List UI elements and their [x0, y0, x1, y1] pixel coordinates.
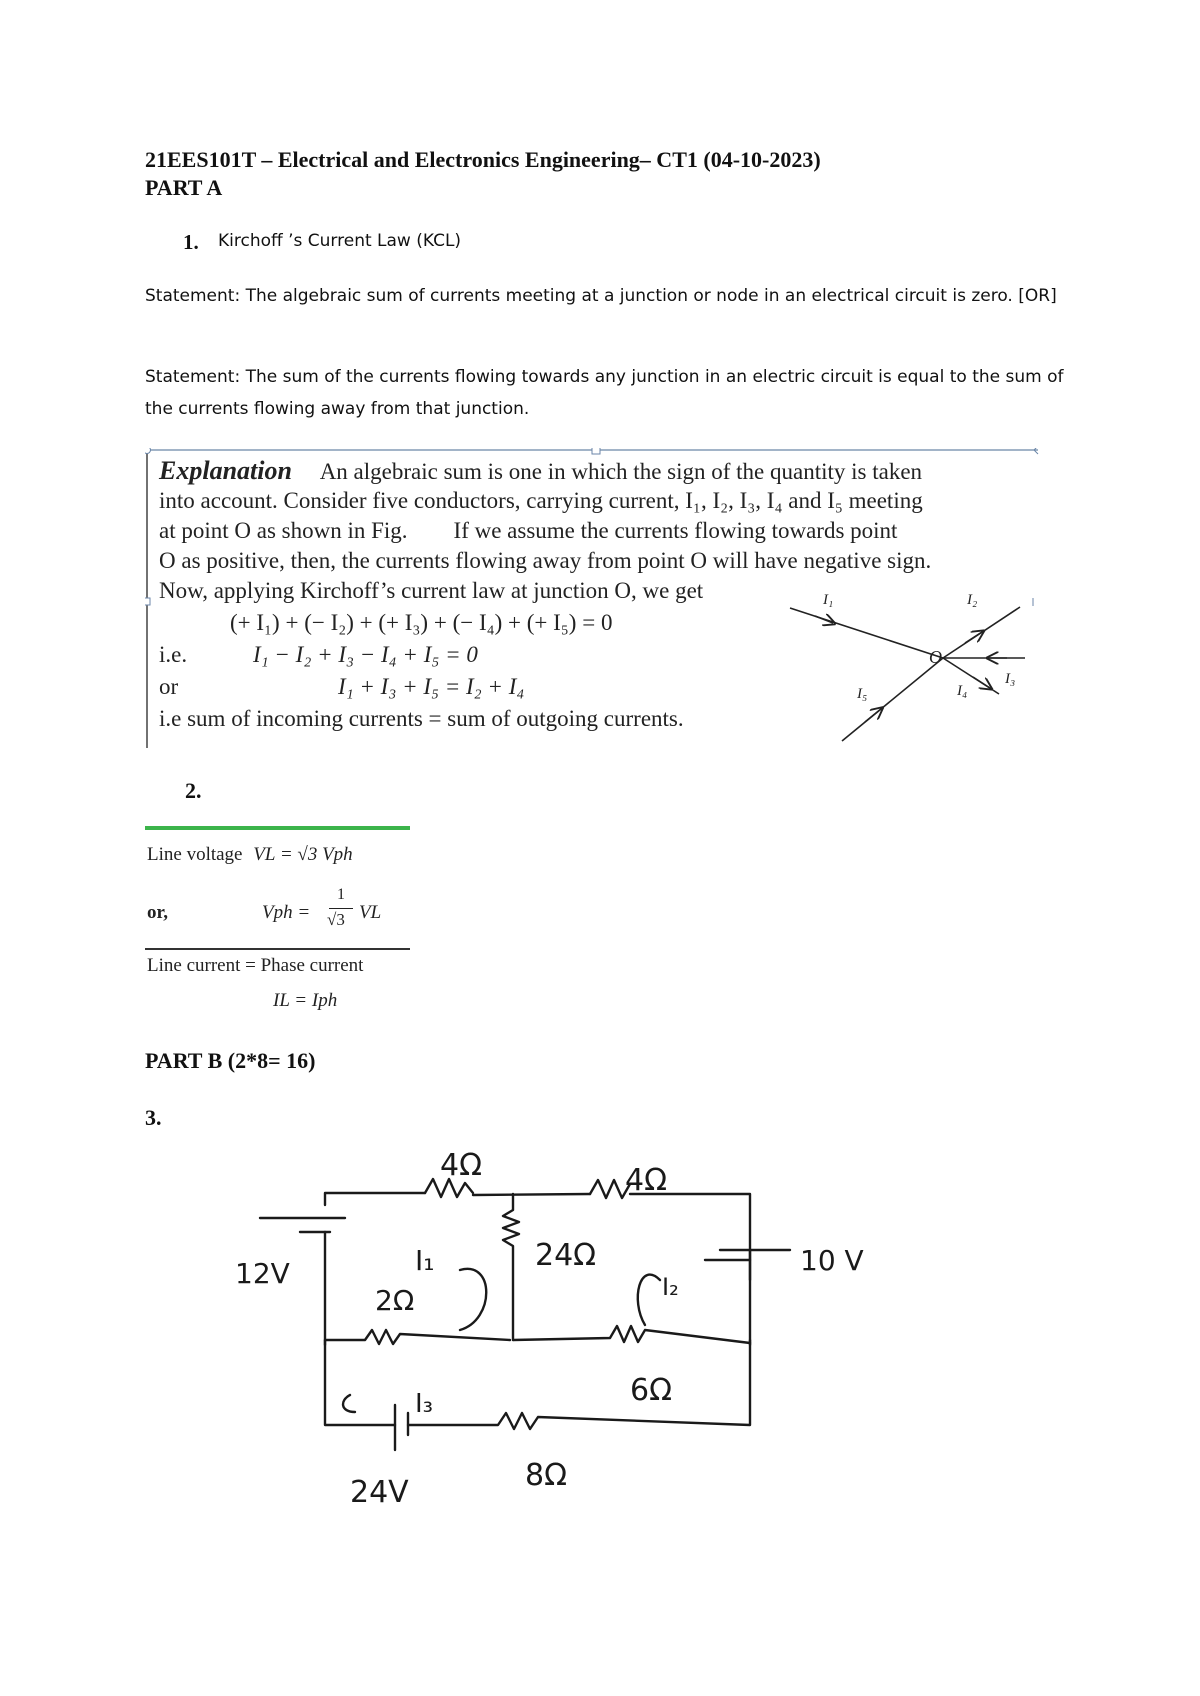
label-4-ohm-left: 4Ω [440, 1150, 483, 1183]
explanation-line-4: O as positive, then, the currents flowing away from point O will have negative sign. [159, 548, 932, 573]
loop-i1-arrow [460, 1269, 486, 1330]
resistor-8-ohm [408, 1340, 750, 1429]
label-i3: I₃ [1005, 671, 1016, 687]
question-2-number: 2. [185, 778, 202, 803]
conductor-i4 [943, 658, 999, 694]
junction-diagram [785, 586, 1025, 746]
part-b-heading: PART B (2*8= 16) [145, 1048, 316, 1073]
kcl-equation-sum: I₁ − I₂ + I₃ − I₄ + I₅ = 0 [253, 642, 478, 667]
explanation-line-3: at point O as shown in Fig. If we assume the currents flowing towards point [159, 518, 898, 543]
label-6-ohm: 6Ω [630, 1373, 673, 1408]
line-current-text: Line current = Phase current [147, 955, 364, 976]
label-i4: I₄ [957, 683, 968, 699]
label-24-ohm: 24Ω [535, 1238, 597, 1273]
loop-i2-label: I₂ [662, 1273, 679, 1301]
kcl-explanation-figure [145, 448, 1040, 753]
ie-label: i.e. [159, 642, 188, 667]
part-a-heading: PART A [145, 175, 223, 200]
label-10v: 10 V [800, 1244, 864, 1277]
vph-denominator: √3 [327, 910, 345, 929]
star-connection-relations [145, 826, 415, 1016]
loop-i3-label: I₃ [415, 1389, 434, 1419]
vph-lhs: Vph = [262, 902, 311, 923]
explanation-conclusion: i.e sum of incoming currents = sum of outgoing currents. [159, 706, 684, 731]
explanation-line-5: Now, applying Kirchoff’s current law at junction O, we get [159, 578, 704, 603]
label-i5: I₅ [857, 686, 868, 702]
label-i1: I₁ [823, 592, 834, 608]
label-8-ohm: 8Ω [525, 1458, 568, 1493]
mesh-circuit-diagram [150, 1150, 940, 1510]
explanation-line-2: into account. Consider five conductors, carrying current, I₁, I₂, I₃, I₄ and I₅ meeting [159, 488, 923, 513]
explanation-heading: Explanation [159, 456, 292, 485]
resistor-4-ohm-right [590, 1180, 630, 1198]
or-label: or [159, 674, 179, 699]
line-voltage-label: Line voltage [147, 844, 243, 865]
loop-i3-arrow [343, 1395, 355, 1412]
question-1-number: 1. [183, 230, 199, 254]
resistor-24-ohm [503, 1194, 519, 1340]
label-i2: I₂ [967, 592, 978, 608]
accent-rule [145, 826, 410, 830]
circuit-drawing [150, 1150, 940, 1510]
resistor-2-ohm [325, 1330, 510, 1344]
conductor-i1 [790, 608, 943, 658]
explanation-line-1: An algebraic sum is one in which the sign of the quantity is taken [319, 459, 923, 484]
or-label-2: or, [147, 902, 168, 923]
kcl-statement-2: Statement: The sum of the currents flowing towards any junction in an electric circuit is equal to the sum of the currents flowing away from that junction. [145, 367, 1064, 419]
label-24v: 24V [350, 1475, 409, 1510]
current-equation: IL = Iph [273, 990, 338, 1011]
fraction-bar [329, 908, 353, 909]
divider-rule [145, 948, 410, 950]
kcl-equation-signed: (+ I₁) + (− I₂) + (+ I₃) + (− I₄) + (+ I₅) = 0 [230, 610, 613, 635]
question-1-title: Kirchoff ’s Current Law (KCL) [218, 231, 462, 251]
question-3-number: 3. [145, 1105, 162, 1130]
kcl-statement-1: Statement: The algebraic sum of currents meeting at a junction or node in an electrical circuit is zero. [OR] [145, 286, 1057, 306]
resistor-6-ohm [513, 1326, 750, 1343]
node-o-label: O [929, 647, 942, 667]
document-title: 21EES101T – Electrical and Electronics Engineering– CT1 (04-10-2023) [145, 147, 821, 172]
vph-numerator: 1 [337, 886, 345, 903]
label-12v: 12V [235, 1257, 290, 1290]
line-voltage-equation: VL = √3 Vph [253, 844, 353, 865]
loop-i1-label: I₁ [415, 1244, 435, 1277]
vph-rhs: VL [359, 902, 382, 923]
kcl-equation-balance: I₁ + I₃ + I₅ = I₂ + I₄ [338, 674, 525, 699]
label-2-ohm: 2Ω [375, 1284, 415, 1317]
loop-i2-arrow [638, 1275, 660, 1325]
label-4-ohm-right: 4Ω [625, 1163, 668, 1198]
